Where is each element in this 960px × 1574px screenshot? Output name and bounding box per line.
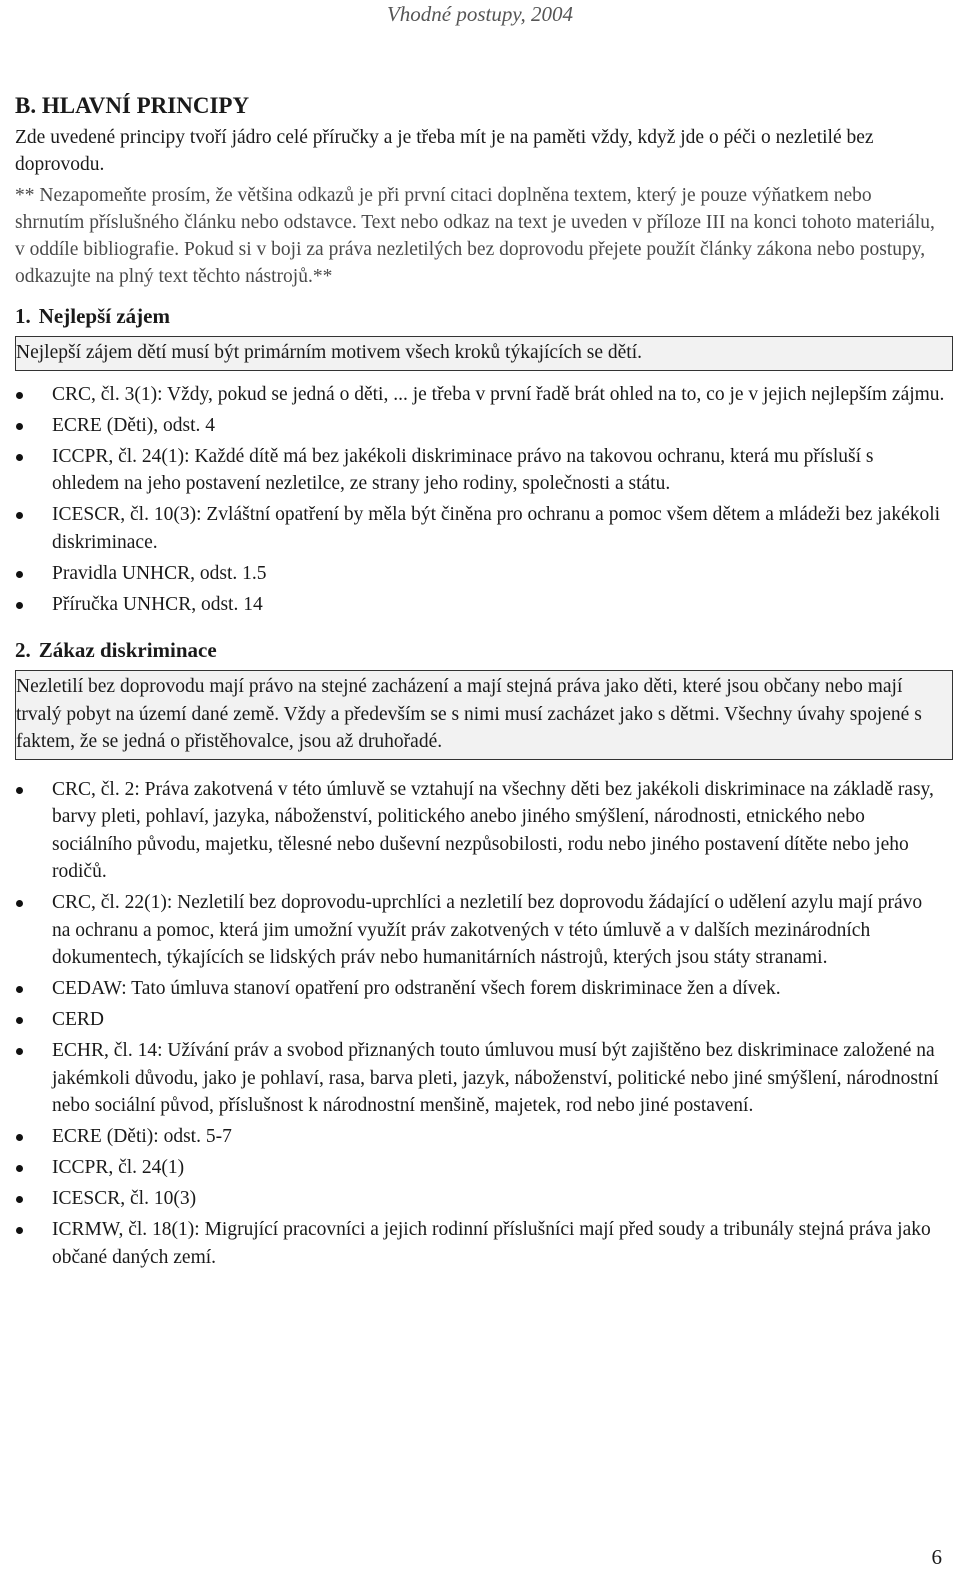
reference-text: ICESCR, čl. 10(3)	[52, 1188, 197, 1209]
reference-item	[15, 591, 945, 619]
bullet-icon	[16, 1227, 23, 1234]
principle-best-interest	[15, 302, 945, 618]
bullet-icon	[16, 1196, 23, 1203]
reference-item	[15, 1154, 945, 1182]
reference-item	[15, 1037, 945, 1120]
reference-item	[15, 381, 945, 409]
principle-number: 1.	[15, 304, 31, 328]
reference-list	[15, 776, 945, 1272]
reference-item	[15, 412, 945, 440]
reference-text: ICESCR, čl. 10(3): Zvláštní opatření by měla být činěna pro ochranu a pomoc všem dětem a mládeži bez jakékoli diskriminace.	[52, 504, 941, 553]
citation-note: ** Nezapomeňte prosím, že většina odkazů je při první citaci doplněna textem, který je pouze výňatkem nebo shrnutím příslušného článku nebo odstavce. Text nebo odkaz na text je uveden v příloze III na konci tohoto materiálu, v oddíle bibliografie. Pokud si v boji za práva nezletilých bez doprovodu přejete použít články zákona nebo postupy, odkazujte na plný text těchto nástrojů.**	[15, 185, 935, 287]
reference-item	[15, 1185, 945, 1213]
reference-text: ICCPR, čl. 24(1)	[52, 1157, 185, 1178]
reference-item	[15, 889, 945, 972]
bullet-icon	[16, 571, 23, 578]
reference-item	[15, 975, 945, 1003]
reference-item	[15, 1216, 945, 1271]
reference-text: ECRE (Děti), odst. 4	[52, 414, 216, 436]
reference-text: ICCPR, čl. 24(1): Každé dítě má bez jakékoli diskriminace právo na takovou ochranu, která mu přísluší s ohledem na jeho postavení nezletilce, ze strany jeho rodiny, společnosti a státu.	[52, 445, 874, 494]
reference-text: ECRE (Děti): odst. 5-7	[52, 1126, 232, 1147]
reference-text: CERD	[52, 1009, 105, 1030]
running-header	[0, 0, 960, 30]
bullet-icon	[16, 1017, 23, 1024]
principle-heading	[15, 302, 945, 330]
bullet-icon	[16, 454, 23, 461]
reference-item	[15, 776, 945, 886]
principle-title: Nejlepší zájem	[38, 304, 170, 328]
reference-text: Příručka UNHCR, odst. 14	[52, 593, 263, 615]
document-body	[15, 92, 945, 1275]
reference-text: ICRMW, čl. 18(1): Migrující pracovníci a jejich rodinní příslušníci mají před soudy a tribunály stejná práva jako občané daných zemí.	[52, 1219, 931, 1268]
bullet-icon	[16, 602, 23, 609]
reference-text: CRC, čl. 2: Práva zakotvená v této úmluvě se vztahují na všechny děti bez jakékoli diskriminace na základě rasy, barvy pleti, pohlaví, jazyka, náboženství, politického anebo jiného smýšlení, národnosti, etnického nebo sociálního původu, majetku, tělesné nebo duševní nezpůsobilosti, rodu nebo jiného postavení dítěte nebo jeho rodičů.	[52, 778, 934, 882]
reference-text: CEDAW: Tato úmluva stanoví opatření pro odstranění všech forem diskriminace žen a dívek.	[52, 978, 781, 999]
reference-item	[15, 443, 945, 498]
reference-text: CRC, čl. 22(1): Nezletilí bez doprovodu-uprchlíci a nezletilí bez doprovodu žádající o udělení azylu mají právo na ochranu a pomoc, která jim umožní využít práv zakotvených v této úmluvě a v dalších mezinárodních dokumentech, týkajících se lidských práv nebo humanitárních nástrojů, kterých jsou státy stranami.	[52, 892, 923, 968]
principle-non-discrimination	[15, 636, 945, 1271]
principle-summary-box: Nejlepší zájem dětí musí být primárním motivem všech kroků týkajících se dětí.	[15, 336, 953, 371]
bullet-icon	[16, 1134, 23, 1141]
bullet-icon	[16, 986, 23, 993]
reference-item	[15, 501, 945, 556]
reference-text: ECHR, čl. 14: Užívání práv a svobod přiznaných touto úmluvou musí být zajištěno bez diskriminace založené na jakémkoli důvodu, jako je pohlaví, rasa, barva pleti, jazyk, náboženství, politické nebo jiné smýšlení, národnostní nebo sociální původ, příslušnost k národnostní menšině, majetek, rod nebo jiné postavení.	[52, 1040, 939, 1116]
bullet-icon	[16, 900, 23, 907]
reference-item	[15, 1123, 945, 1151]
reference-item	[15, 1006, 945, 1034]
reference-text: CRC, čl. 3(1): Vždy, pokud se jedná o děti, ... je třeba v první řadě brát ohled na to, co je v jejich nejlepším zájmu.	[52, 383, 945, 405]
section-title: B. HLAVNÍ PRINCIPY	[15, 93, 250, 118]
bullet-icon	[16, 1048, 23, 1055]
principle-summary-box: Nezletilí bez doprovodu mají právo na stejné zacházení a mají stejná práva jako děti, které jsou občany nebo mají trvalý pobyt na území dané země. Vždy a především se s nimi musí zacházet jako s dětmi. Všechny úvahy spojené s faktem, že se jedná o přistěhovalce, jsou až druhořadé.	[15, 670, 953, 760]
bullet-icon	[16, 1165, 23, 1172]
principle-title: Zákaz diskriminace	[38, 638, 217, 662]
reference-list	[15, 381, 945, 619]
principle-heading	[15, 636, 945, 664]
reference-item	[15, 560, 945, 588]
intro-paragraph: Zde uvedené principy tvoří jádro celé příručky a je třeba mít je na paměti vždy, když jde o péči o nezletilé bez doprovodu.	[15, 127, 874, 175]
bullet-icon	[16, 392, 23, 399]
principle-number: 2.	[15, 638, 31, 662]
bullet-icon	[16, 512, 23, 519]
reference-text: Pravidla UNHCR, odst. 1.5	[52, 562, 267, 584]
running-title: Vhodné postupy, 2004	[386, 2, 574, 26]
bullet-icon	[16, 787, 23, 794]
bullet-icon	[16, 423, 23, 430]
page-number: 6	[931, 1545, 942, 1569]
